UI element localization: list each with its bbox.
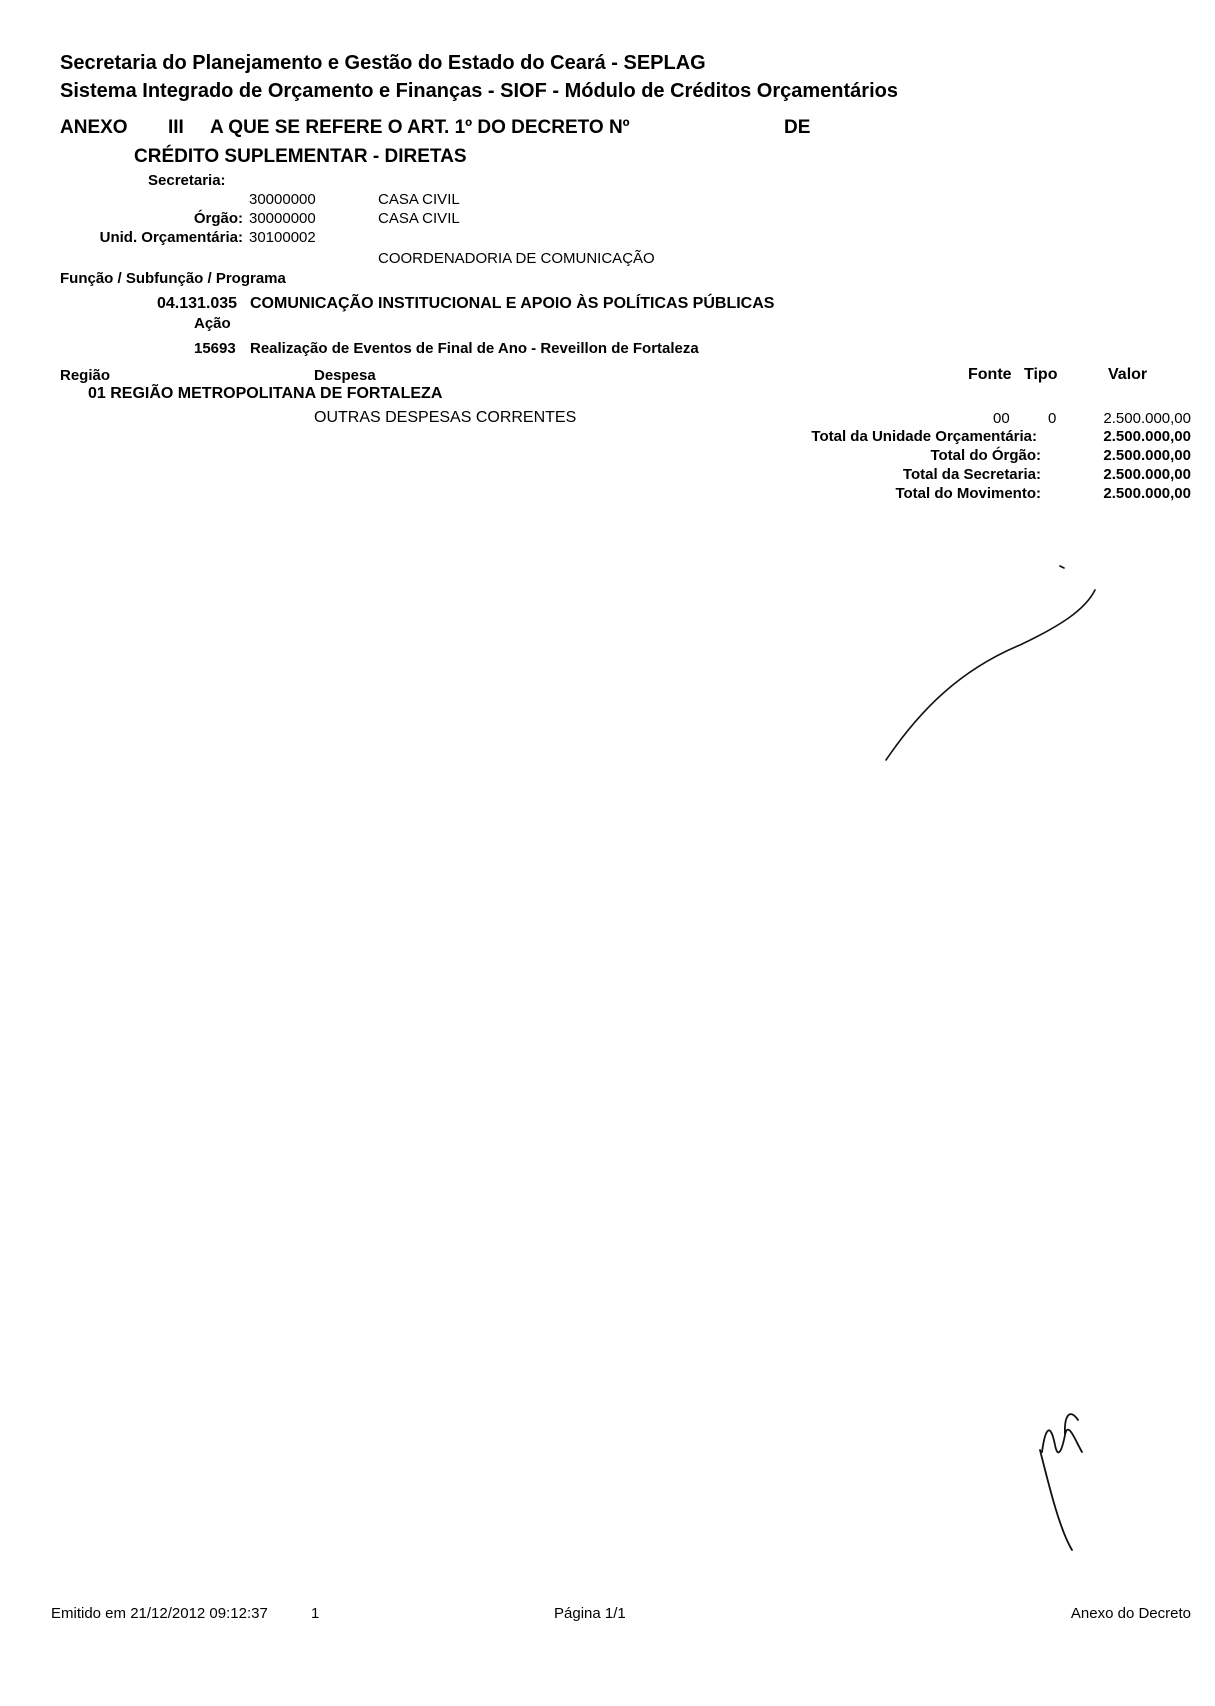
total-label: Total da Unidade Orçamentária: [811,428,1037,445]
secretaria-name: CASA CIVIL [378,191,460,208]
valor-value: 2.500.000,00 [1103,410,1191,427]
unid-name: COORDENADORIA DE COMUNICAÇÃO [378,250,655,267]
orgao-name: CASA CIVIL [378,210,460,227]
annex-de: DE [784,117,811,138]
region-name: 01 REGIÃO METROPOLITANA DE FORTALEZA [88,385,443,402]
total-label: Total da Secretaria: [902,466,1041,483]
col-header-fonte: Fonte [968,366,1012,383]
acao-label: Ação [194,315,231,332]
acao-name: Realização de Eventos de Final de Ano - Reveillon de Fortaleza [250,340,699,357]
total-value: 2.500.000,00 [1103,485,1191,502]
signature-stroke [870,560,1110,770]
orgao-label: Órgão: [193,210,243,227]
program-name: COMUNICAÇÃO INSTITUCIONAL E APOIO ÀS POLÍTICAS PÚBLICAS [250,295,775,312]
tipo-value: 0 [1048,410,1057,427]
col-header-valor: Valor [1108,366,1148,383]
acao-code: 15693 [194,340,236,357]
program-label: Função / Subfunção / Programa [60,270,286,287]
orgao-code: 30000000 [249,210,316,227]
total-label: Total do Órgão: [930,447,1041,464]
fonte-value: 00 [993,410,1010,427]
annex-label: ANEXO [60,117,128,138]
secretaria-label: Secretaria: [148,172,226,189]
total-label: Total do Movimento: [895,485,1041,502]
annex-number: III [168,117,184,138]
secretaria-code: 30000000 [249,191,316,208]
initials-mark [1030,1400,1110,1560]
annex-text: A QUE SE REFERE O ART. 1º DO DECRETO Nº [210,117,630,138]
total-value: 2.500.000,00 [1103,447,1191,464]
unid-label: Unid. Orçamentária: [99,229,243,246]
program-code: 04.131.035 [157,295,238,312]
total-value: 2.500.000,00 [1103,466,1191,483]
header-line-1: Secretaria do Planejamento e Gestão do Estado do Ceará - SEPLAG [60,52,706,74]
footer-annex: Anexo do Decreto [1070,1605,1191,1622]
footer-page: Página 1/1 [554,1605,626,1622]
footer-emitted-number: 1 [311,1605,320,1622]
unid-code: 30100002 [249,229,316,246]
annex-subtitle: CRÉDITO SUPLEMENTAR - DIRETAS [134,146,467,167]
despesa-name: OUTRAS DESPESAS CORRENTES [314,409,577,426]
total-value: 2.500.000,00 [1103,428,1191,445]
col-header-regiao: Região [60,367,111,384]
col-header-tipo: Tipo [1024,366,1058,383]
header-line-2: Sistema Integrado de Orçamento e Finanças - SIOF - Módulo de Créditos Orçamentários [60,80,898,102]
footer-emitted: Emitido em 21/12/2012 09:12:37 [51,1605,268,1622]
col-header-despesa: Despesa [314,367,376,384]
